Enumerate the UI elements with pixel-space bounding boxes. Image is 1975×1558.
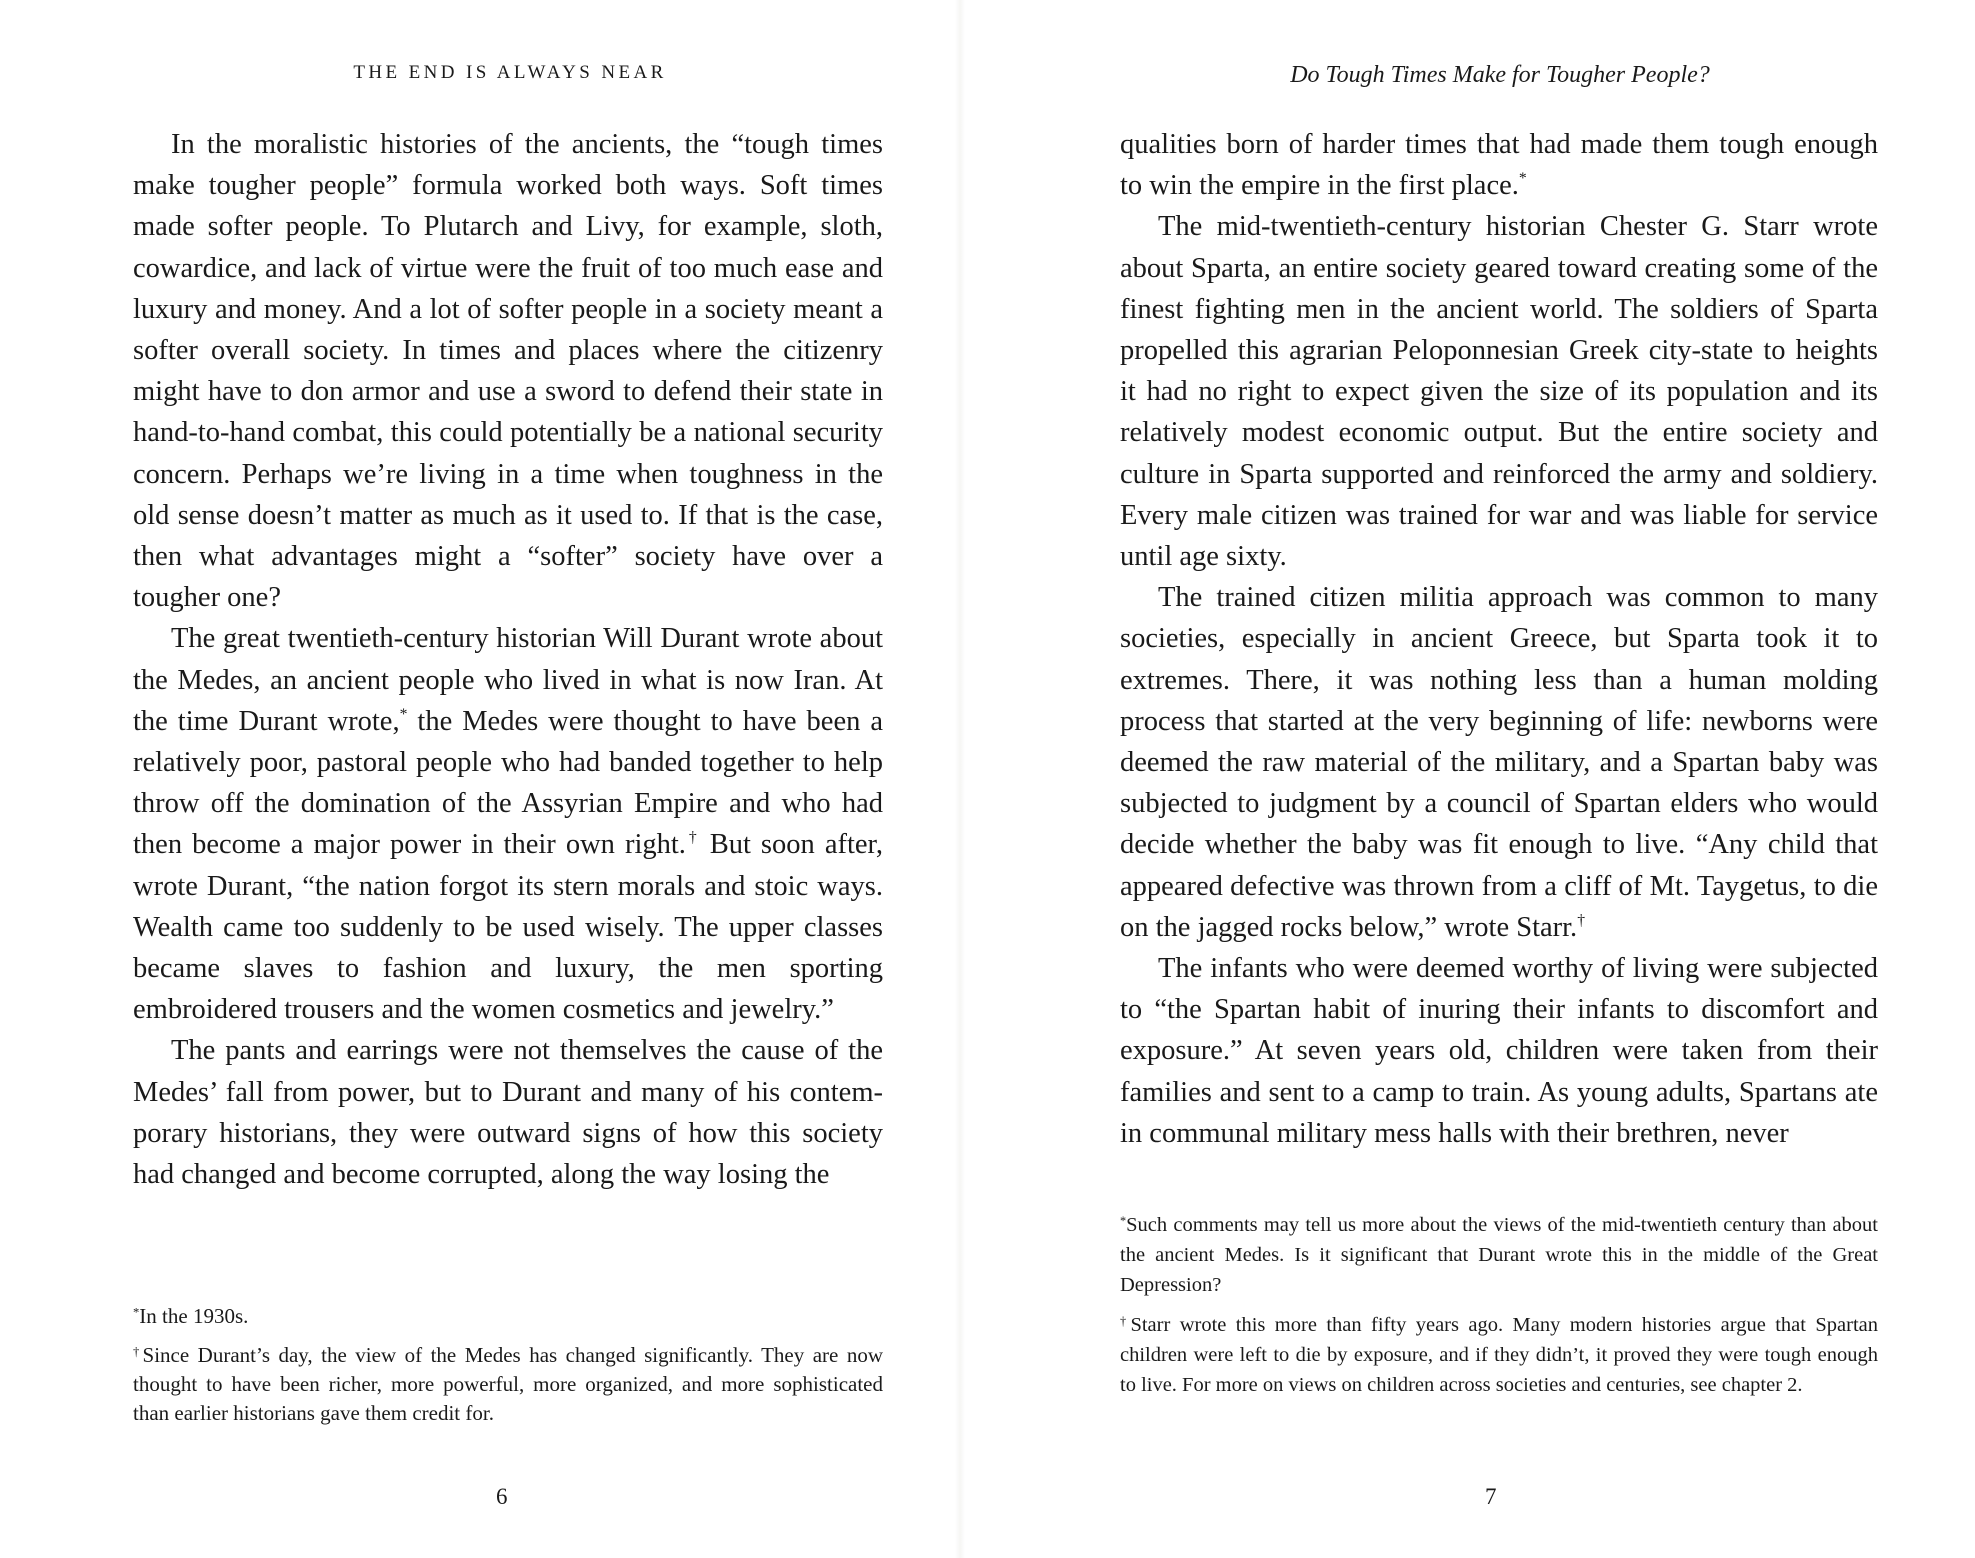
footnote: †Starr wrote this more than fifty years ago. Many modern histories argue that Spartan children were left to die by exposure, and if they didn’t, it proved they were tough enough to live. For more on views on children across societies and centuries, see chapter 2. <box>1120 1313 1878 1396</box>
page-number: 7 <box>1485 1484 1497 1509</box>
paragraph: The trained citizen militia approach was common to many societies, especially in ancient Greece, but Sparta took it to extremes. There, it was nothing less than a human molding process that started at the very beginning of life: newborns were deemed the raw material of the military, and a Spartan baby was subjected to judgment by a council of Spartan elders who would decide whether the baby was fit enough to live. “Any child that appeared defective was thrown from a cliff of Mt. Taygetus, to die on the jagged rocks below,” wrote Starr.† <box>1120 582 1878 943</box>
paragraph: The pants and earrings were not themselves the cause of the Medes’ fall from power, but to Durant and many of his contemporary historians, they were outward signs of how this society had changed and become corrupted, along the way losing the <box>133 1035 883 1191</box>
footnotes <box>1120 1210 1878 1410</box>
paragraph: The infants who were deemed worthy of living were subjected to “the Spartan habit of inuring their infants to discomfort and exposure.” At seven years old, children were taken from their families and sent to a camp to train. As young adults, Spartans ate in communal military mess halls with their brethren, never <box>1120 953 1878 1149</box>
footnote: *Such comments may tell us more about the views of the mid-twentieth century than about the ancient Medes. Is it significant that Durant wrote this in the middle of the Great Depression? <box>1120 1213 1878 1296</box>
paragraph: The mid-twentieth-century historian Chester G. Starr wrote about Sparta, an entire society geared toward creating some of the finest fighting men in the ancient world. The soldiers of Sparta propelled this agrarian Peloponnesian Greek city-state to heights it had no right to expect given the size of its population and its relatively modest economic output. But the entire society and culture in Sparta supported and reinforced the army and soldiery. Every male citizen was trained for war and was liable for service until age sixty. <box>1120 211 1878 573</box>
body-text <box>133 124 883 1195</box>
footnote-marker: † <box>1577 911 1586 929</box>
paragraph: qualities born of harder times that had made them tough enough to win the empire in the first place.* <box>1120 129 1878 202</box>
footnote: †Since Durant’s day, the view of the Medes has changed significantly. They are now thought to have been richer, more powerful, more organized, and more sophisticated than earlier historians gave them credit for. <box>133 1343 883 1425</box>
paragraph: The great twentieth-century historian Will Durant wrote about the Medes, an ancient people who lived in what is now Iran. At the time Durant wrote,* the Medes were thought to have been a relatively poor, pastoral people who had banded together to help throw off the domination of the Assyrian Empire and who had then become a major power in their own right.† But soon after, wrote Durant, “the nation forgot its stern morals and stoic ways. Wealth came too suddenly to be used wisely. The upper classes became slaves to fashion and luxury, the men sporting embroidered trousers and the women cosmetics and jewelry.” <box>133 623 884 1026</box>
right-page <box>960 0 1975 1558</box>
left-page <box>0 0 960 1558</box>
running-head: THE END IS ALWAYS NEAR <box>353 62 667 83</box>
footnotes <box>133 1302 883 1438</box>
footnote-marker: * <box>1518 170 1527 188</box>
footnote: *In the 1930s. <box>133 1304 249 1328</box>
paragraph: In the moralistic histories of the ancients, the “tough times make tougher people” formula worked both ways. Soft times made softer people. To Plutarch and Livy, for example, sloth, cowardice, and lack of virtue were the fruit of too much ease and luxury and money. And a lot of softer people in a society meant a softer overall society. In times and places where the citizenry might have to don armor and use a sword to defend their state in hand-to-hand combat, this could potentially be a national security concern. Perhaps we’re living in a time when toughness in the old sense doesn’t matter as much as it used to. If that is the case, then what advantages might a “softer” society have over a tougher one? <box>133 129 883 614</box>
footnote-marker: * <box>399 705 408 723</box>
page-number: 6 <box>496 1484 508 1509</box>
running-head: Do Tough Times Make for Tougher People? <box>1290 62 1710 88</box>
footnote-marker: † <box>685 829 700 847</box>
body-text <box>1120 124 1878 1154</box>
